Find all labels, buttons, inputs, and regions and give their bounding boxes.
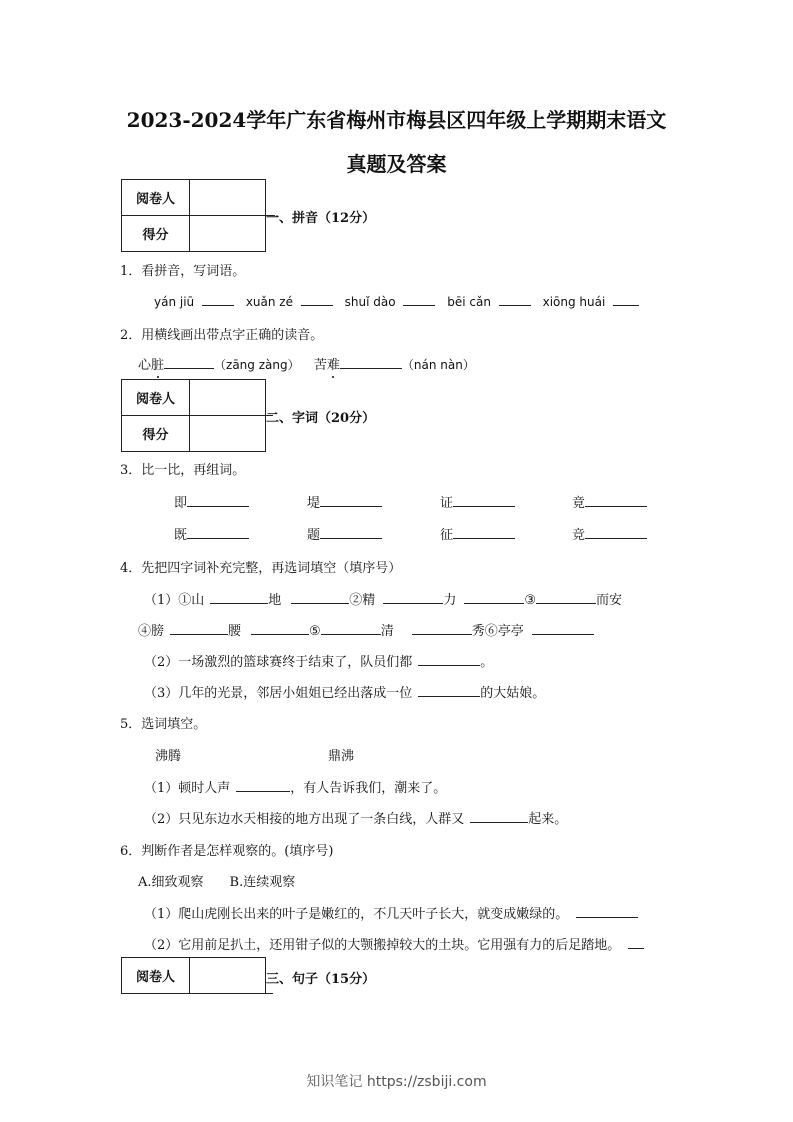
q1-stem: 1．看拼音，写词语。 [120, 264, 246, 279]
q3-row1-col3 [440, 492, 515, 511]
answer-blank[interactable] [532, 622, 594, 635]
q6-sentence-1 [144, 903, 638, 922]
answer-blank[interactable] [464, 591, 524, 604]
q1-items [154, 293, 639, 309]
reviewer-cell[interactable] [190, 958, 266, 994]
pinyin-item: shuǐ dào [344, 295, 396, 309]
score-table-3 [121, 957, 266, 994]
doc-title-line2: 真题及答案 [346, 152, 447, 176]
answer-blank[interactable] [164, 356, 214, 369]
char: 竞 [572, 528, 586, 543]
idiom-part: 清 [380, 624, 394, 639]
q3-row2-col3 [440, 524, 515, 543]
q5-sentence-2 [144, 808, 567, 827]
q3-row1-col4 [572, 492, 647, 511]
section-heading-sentences: 三、句子（15分） [266, 972, 376, 987]
score-label: 得分 [122, 416, 190, 452]
answer-blank[interactable] [403, 293, 435, 306]
answer-blank[interactable] [340, 356, 402, 369]
sentence-text: 的大姑娘。 [480, 686, 546, 701]
answer-blank[interactable] [301, 293, 333, 306]
score-label: 得分 [122, 216, 190, 252]
idiom-part: ④膀 [138, 624, 165, 639]
q5-option-2: 鼎沸 [328, 749, 355, 764]
answer-blank[interactable] [202, 293, 234, 306]
q3-row2-col2 [307, 524, 382, 543]
answer-blank[interactable] [453, 494, 515, 507]
idiom-part: 腰 [228, 624, 242, 639]
sentence-text: 。 [480, 655, 494, 670]
idiom-part: 力 [443, 593, 457, 608]
pinyin-item: xiōng huái [542, 295, 606, 309]
reviewer-label: 阅卷人 [122, 958, 190, 994]
q4-sentence-2 [144, 651, 493, 670]
q6-sentence-2 [144, 934, 644, 953]
dotted-char: 脏 [151, 358, 165, 373]
reading-options[interactable]: （nán nàn） [401, 358, 475, 372]
reviewer-cell[interactable] [190, 180, 266, 216]
q3-row2-col4 [572, 524, 647, 543]
answer-blank[interactable] [613, 293, 639, 306]
score-cell[interactable] [190, 416, 266, 452]
q5-stem: 5．选词填空。 [120, 717, 207, 732]
char: 既 [174, 528, 188, 543]
section-heading-words: 二、字词（20分） [266, 411, 376, 426]
answer-blank[interactable] [320, 526, 382, 539]
score-cell[interactable] [190, 216, 266, 252]
answer-blank[interactable] [536, 591, 596, 604]
idiom-part: （1）①山 [144, 593, 205, 608]
pinyin-item: bēi cǎn [447, 295, 491, 309]
footer-watermark: 知识笔记 https://zsbiji.com [306, 1074, 487, 1090]
answer-blank[interactable] [453, 526, 515, 539]
pinyin-item: yán jiū [154, 295, 195, 309]
sentence-text: （1）顿时人声 [144, 781, 231, 796]
answer-blank[interactable] [321, 622, 381, 635]
answer-blank[interactable] [236, 779, 290, 792]
answer-blank[interactable] [291, 591, 349, 604]
idiom-part: 而安 [595, 593, 622, 608]
q3-stem: 3．比一比，再组词。 [120, 463, 246, 478]
sentence-text: ，有人告诉我们，潮来了。 [290, 781, 447, 796]
sentence-text: 起来。 [528, 812, 568, 827]
word-char: 心 [138, 358, 152, 373]
idiom-part: 秀⑥亭亭 [471, 624, 524, 639]
answer-blank[interactable] [187, 494, 249, 507]
q3-row2-col1 [174, 524, 249, 543]
answer-blank[interactable] [499, 293, 531, 306]
score-table-2 [121, 379, 266, 452]
answer-blank[interactable] [383, 591, 443, 604]
q5-sentence-1 [144, 777, 446, 796]
q6-options: A.细致观察 B.连续观察 [138, 875, 296, 890]
answer-blank[interactable] [210, 591, 268, 604]
answer-blank[interactable] [470, 810, 528, 823]
reading-options[interactable]: （zāng zàng） [214, 358, 300, 372]
section-divider [265, 993, 273, 994]
char: 征 [440, 528, 454, 543]
sentence-text: （3）几年的光景，邻居小姐姐已经出落成一位 [144, 686, 413, 701]
char: 证 [440, 496, 454, 511]
q3-row1-col1 [174, 492, 249, 511]
sentence-text: （1）爬山虎刚长出来的叶子是嫩红的，不几天叶子长大，就变成嫩绿的。 [144, 907, 569, 922]
answer-blank[interactable] [585, 494, 647, 507]
section-heading-pinyin: 一、拼音（12分） [266, 211, 376, 226]
answer-blank[interactable] [418, 684, 480, 697]
reviewer-cell[interactable] [190, 380, 266, 416]
idiom-part: ②精 [349, 593, 376, 608]
q4-line1 [144, 589, 622, 608]
reviewer-label: 阅卷人 [122, 180, 190, 216]
sentence-text: （2）它用前足扒土，还用钳子似的大颚搬掉较大的土块。它用强有力的后足踏地。 [144, 938, 621, 953]
answer-blank[interactable] [418, 653, 480, 666]
answer-blank[interactable] [628, 936, 644, 949]
idiom-part: ③ [524, 593, 536, 608]
char: 题 [307, 528, 321, 543]
doc-title-line1: 2023-2024学年广东省梅州市梅县区四年级上学期期末语文 [126, 108, 667, 132]
idiom-part: ⑤ [309, 624, 321, 639]
char: 竟 [572, 496, 586, 511]
answer-blank[interactable] [576, 905, 638, 918]
answer-blank[interactable] [412, 622, 472, 635]
q4-line2 [138, 620, 594, 639]
q4-stem: 4．先把四字词补充完整，再选词填空（填序号） [120, 561, 402, 576]
dotted-char: 难 [326, 358, 340, 373]
q6-stem: 6．判断作者是怎样观察的。(填序号) [120, 844, 334, 859]
idiom-part: 地 [268, 593, 282, 608]
answer-blank[interactable] [585, 526, 647, 539]
q5-option-1: 沸腾 [155, 749, 182, 764]
sentence-text: （2）只见东边水天相接的地方出现了一条白线，人群又 [144, 812, 465, 827]
char: 堤 [307, 496, 321, 511]
pinyin-item: xuǎn zé [245, 295, 293, 309]
q4-sentence-3 [144, 682, 545, 701]
q2-stem: 2．用横线画出带点字正确的读音。 [120, 328, 324, 343]
word-char: 苦 [313, 358, 327, 373]
char: 即 [174, 496, 188, 511]
score-table-1 [121, 179, 266, 252]
answer-blank[interactable] [251, 622, 309, 635]
sentence-text: （2）一场激烈的篮球赛终于结束了，队员们都 [144, 655, 413, 670]
reviewer-label: 阅卷人 [122, 380, 190, 416]
q3-row1-col2 [307, 492, 382, 511]
answer-blank[interactable] [320, 494, 382, 507]
answer-blank[interactable] [187, 526, 249, 539]
q2-words [138, 354, 475, 373]
answer-blank[interactable] [170, 622, 228, 635]
